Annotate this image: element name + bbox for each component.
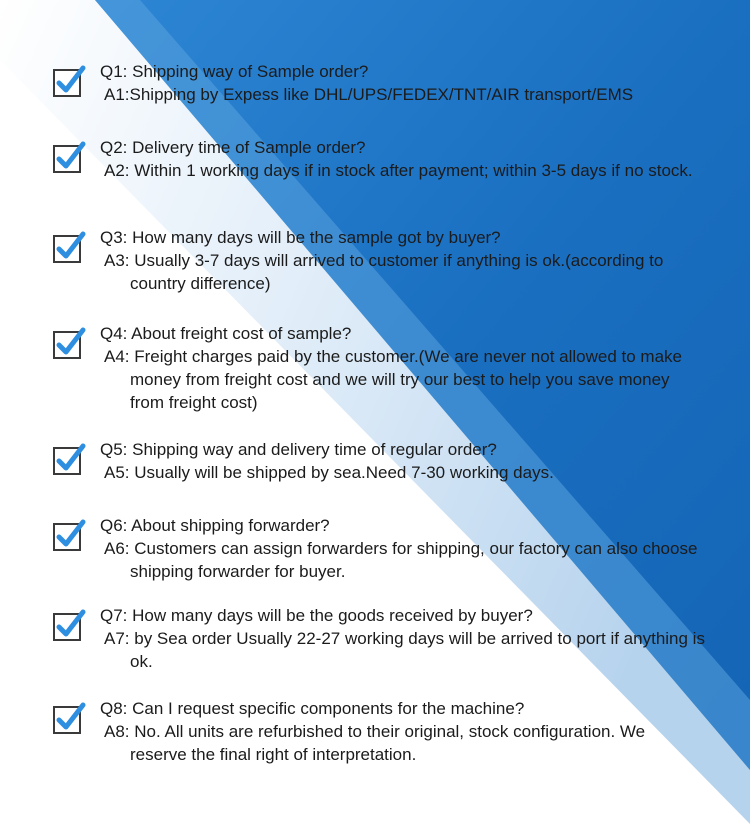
faq-question: Q8: Can I request specific components for the machine? xyxy=(100,699,525,718)
checkbox-check-icon xyxy=(52,326,86,360)
checkbox-check-icon xyxy=(52,230,86,264)
faq-answer: A5: Usually will be shipped by sea.Need 7-30 working days. xyxy=(104,463,554,482)
faq-answer: A4: Freight charges paid by the customer.(We are never not allowed to make money from freight cost and we will try our best to help you save money from freight cost) xyxy=(104,347,682,412)
faq-answer: A8: No. All units are refurbished to their original, stock configuration. We reserve the final right of interpretation. xyxy=(104,722,646,764)
faq-answer: A3: Usually 3-7 days will arrived to customer if anything is ok.(according to country difference) xyxy=(104,251,664,293)
faq-answer: A7: by Sea order Usually 22-27 working days will be arrived to port if anything is ok. xyxy=(104,629,705,671)
checkbox-check-icon xyxy=(52,701,86,735)
faq-question: Q7: How many days will be the goods received by buyer? xyxy=(100,606,533,625)
faq-answer: A2: Within 1 working days if in stock after payment; within 3-5 days if no stock. xyxy=(104,161,693,180)
checkbox-check-icon xyxy=(52,64,86,98)
faq-question: Q5: Shipping way and delivery time of regular order? xyxy=(100,440,497,459)
faq-question: Q2: Delivery time of Sample order? xyxy=(100,138,366,157)
faq-question: Q1: Shipping way of Sample order? xyxy=(100,62,369,81)
faq-question: Q4: About freight cost of sample? xyxy=(100,324,352,343)
checkbox-check-icon xyxy=(52,140,86,174)
faq-answer: A1:Shipping by Expess like DHL/UPS/FEDEX/TNT/AIR transport/EMS xyxy=(104,85,634,104)
checkbox-check-icon xyxy=(52,608,86,642)
faq-question: Q6: About shipping forwarder? xyxy=(100,516,330,535)
faq-question: Q3: How many days will be the sample got by buyer? xyxy=(100,228,501,247)
checkbox-check-icon xyxy=(52,442,86,476)
faq-answer: A6: Customers can assign forwarders for shipping, our factory can also choose shipping forwarder for buyer. xyxy=(104,539,698,581)
checkbox-check-icon xyxy=(52,518,86,552)
